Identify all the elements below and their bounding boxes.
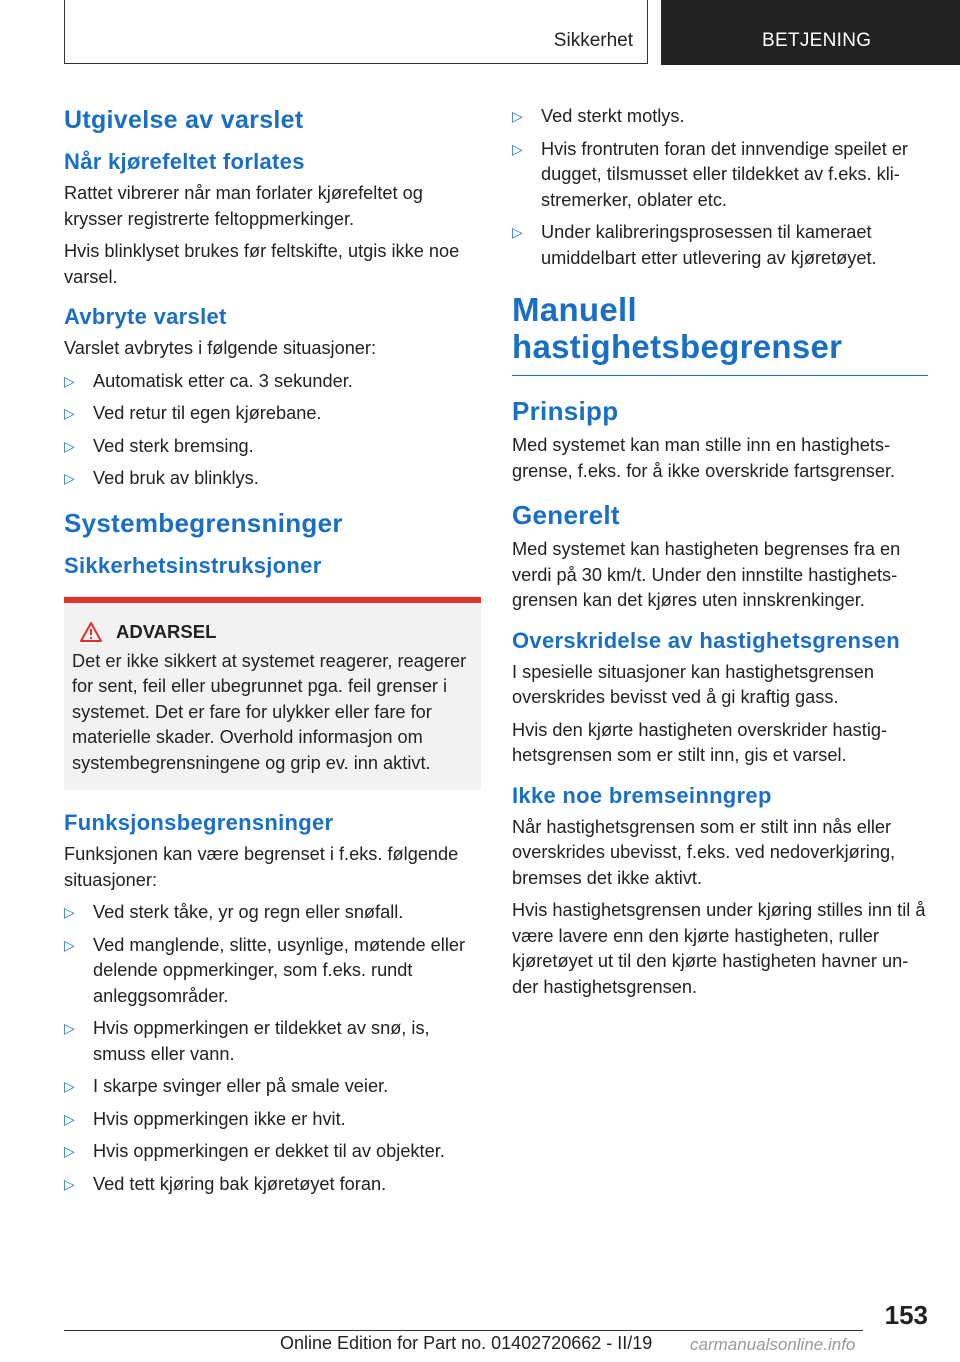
list-item: ▷ Hvis oppmerkingen ikke er hvit. [64,1107,481,1133]
paragraph: Hvis hastighetsgrensen under kjøring stilles inn til å være lavere enn den kjørte hastigheten, ruller kjøretøyet ut til den kjørte hastigheten havner under hastighetsgrensen. [512,900,926,997]
heading-manuell-hastighetsbegrenser: Manuell hastighetsbegrenser [512,291,928,376]
heading-prinsipp: Prinsipp [512,396,619,426]
triangle-bullet-icon: ▷ [64,470,75,486]
heading-funksjonsbegrensninger: Funksjonsbegrensninger [64,810,334,835]
heading-ikke-noe-bremseinngrep: Ikke noe bremseinngrep [512,782,772,808]
heading-generelt: Generelt [512,500,620,530]
triangle-bullet-icon: ▷ [64,1078,75,1094]
triangle-bullet-icon: ▷ [64,405,75,421]
left-column [64,98,481,1205]
paragraph: Med systemet kan hastigheten begrenses fra en verdi på 30 km/t. Under den innstilte hastighetsgrensen kan det kjøres uten innskrenkinger. [512,539,901,610]
footer-divider [64,1330,863,1331]
page-number: 153 [884,1300,928,1330]
heading-overskridelse: Overskridelse av hastighetsgrensen [512,627,901,653]
paragraph: Funksjonen kan være begrenset i f.eks. følgende situasjoner: [64,844,459,890]
triangle-bullet-icon: ▷ [64,1143,75,1159]
triangle-bullet-icon: ▷ [64,1175,75,1192]
heading-systembegrensninger: Systembegrensninger [64,507,343,538]
bullet-list [64,900,481,1197]
triangle-bullet-icon: ▷ [64,904,75,920]
list-item: ▷ Ved sterk tåke, yr og regn eller snøfall. [64,900,481,926]
warning-triangle-icon [80,622,102,642]
watermark-logo: carmanualsonline.info [690,1335,856,1354]
paragraph: Hvis den kjørte hastigheten overskrider hastighetsgrensen som er stilt inn, gis et varsel. [512,719,888,765]
list-item: ▷ Hvis oppmerkingen er dekket til av objekter. [64,1139,481,1165]
list-item: ▷ Automatisk etter ca. 3 sekunder. [64,369,481,395]
list-item: ▷ I skarpe svinger eller på smale veier. [64,1074,481,1100]
paragraph: Med systemet kan man stille inn en hastighetsgrense, f.eks. for å ikke overskride fartsgrenser. [512,435,896,481]
bullet-list [64,369,481,492]
triangle-bullet-icon: ▷ [64,1020,75,1036]
list-item: ▷ Hvis frontruten foran det innvendige speilet er dugget, tilsmusset eller tildekket av f.eks. klistremerker, oblater etc. [512,138,908,210]
heading-utgivelse: Utgivelse av varslet [64,106,304,134]
triangle-bullet-icon: ▷ [512,224,523,240]
footer-edition: Online Edition for Part no. 01402720662 - II/19 [280,1333,653,1353]
paragraph: Når hastighetsgrensen som er stilt inn nås eller overskrides ubevisst, f.eks. ved nedoverkjøring, bremses det ikke aktivt. [512,816,896,888]
heading-sikkerhetsinstruksjoner: Sikkerhetsinstruksjoner [64,552,322,578]
paragraph: Varslet avbrytes i følgende situasjoner: [64,338,377,358]
triangle-bullet-icon: ▷ [512,140,523,157]
paragraph: Rattet vibrerer når man forlater kjørefeltet og krysser registrerte feltoppmerkinger. [64,183,423,229]
list-item: ▷ Ved tett kjøring bak kjøretøyet foran. [64,1172,481,1198]
list-item: ▷ Under kalibreringsprosessen til kameraet umiddelbart etter utlevering av kjøretøyet. [512,222,877,268]
right-column [512,104,928,1007]
list-item: ▷ Ved bruk av blinklys. [64,466,481,492]
triangle-bullet-icon: ▷ [64,1110,75,1127]
list-item: ▷ Ved sterkt motlys. [512,104,928,130]
list-item: ▷ Ved retur til egen kjørebane. [64,401,481,427]
warning-text: Det er ikke sikkert at systemet reagerer, reagerer for sent, feil eller ubegrunnet pga. feil grenser i systemet. Det er fare for ulykker eller fare for materielle skader. Overhold informasjon om systembegrensningene og grip ev. inn aktivt. [72,650,467,773]
triangle-bullet-icon: ▷ [64,437,75,454]
warning-title: ADVARSEL [72,621,473,643]
bullet-list [512,104,928,271]
list-item: ▷ Ved manglende, slitte, usynlige, møtende eller delende oppmerkinger, som f.eks. rundt anleggsområder. [64,934,466,1006]
list-item: ▷ Ved sterk bremsing. [64,434,481,460]
warning-box [64,597,481,791]
triangle-bullet-icon: ▷ [64,936,75,953]
list-item: ▷ Hvis oppmerkingen er tildekket av snø, is, smuss eller vann. [64,1018,430,1064]
triangle-bullet-icon: ▷ [512,108,523,124]
heading-naar-kjorefeltet: Når kjørefeltet forlates [64,149,305,174]
heading-avbryte-varslet: Avbryte varslet [64,304,227,329]
header-chapter-label: BETJENING [762,30,872,51]
paragraph: I spesielle situasjoner kan hastighetsgrensen overskrides bevisst ved å gi kraftig gass. [512,661,874,707]
paragraph: Hvis blinklyset brukes før feltskifte, utgis ikke noe varsel. [64,241,460,287]
triangle-bullet-icon: ▷ [64,372,75,389]
header-section-label: Sikkerhet [553,30,633,51]
header-section-box [64,0,648,64]
header-chapter-box [661,0,960,65]
